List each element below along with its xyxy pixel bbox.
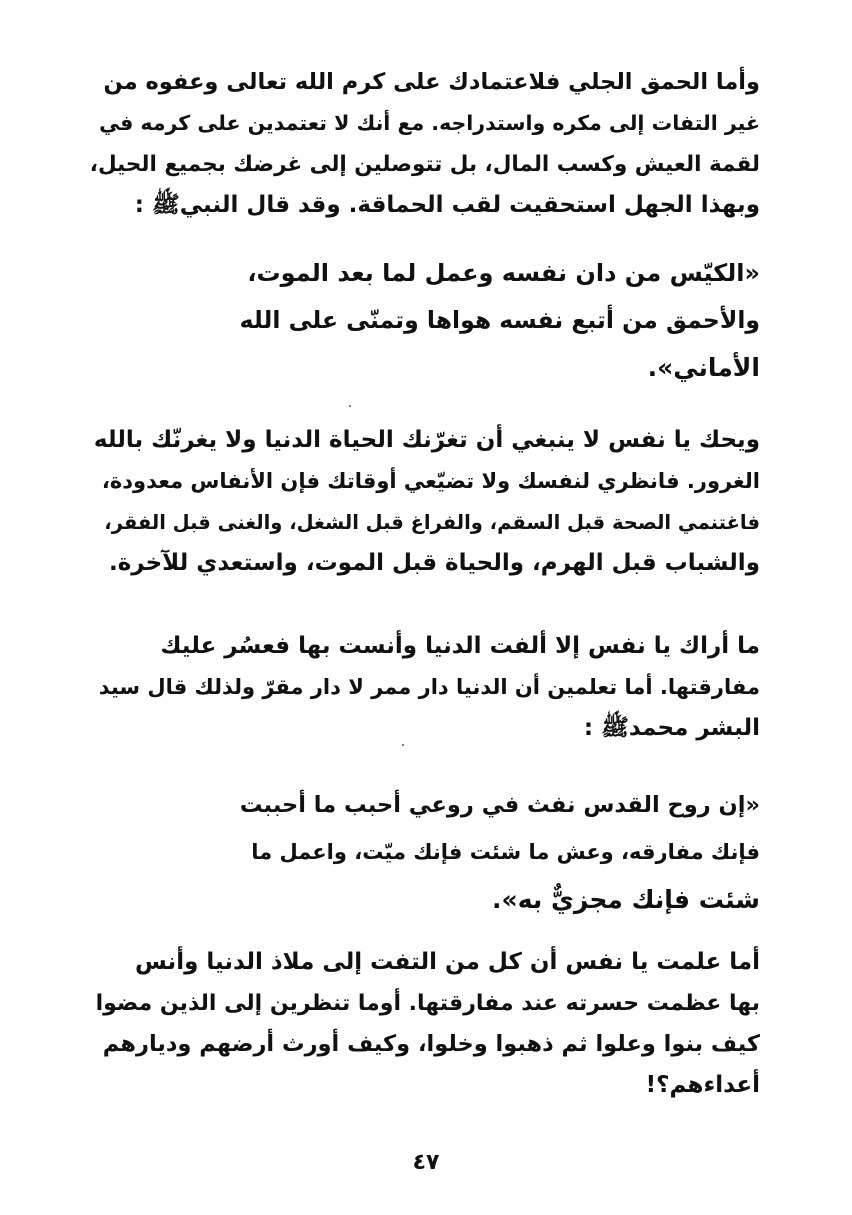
hadith-quote-wise-man xyxy=(240,250,760,391)
text-line: لقمة العيش وكسب المال، بل تتوصلين إلى غرضك بجميع الحيل، xyxy=(90,152,760,177)
scan-speck xyxy=(402,744,404,746)
text-line: فاغتنمي الصحة قبل السقم، والفراغ قبل الشغل، والغنى قبل الفقر، xyxy=(104,511,760,534)
text-line: البشر محمدﷺ : xyxy=(583,715,760,741)
quote-line: «إن روح القدس نفث في روعي أحبب ما أحببت xyxy=(240,792,760,818)
text-line: بها عظمت حسرته عند مفارقتها. أوما تنظرين إلى الذين مضوا xyxy=(95,991,760,1016)
text-line: وبهذا الجهل استحقيت لقب الحماقة. وقد قال النبيﷺ : xyxy=(134,192,760,218)
paragraph-attachment xyxy=(90,626,760,749)
paragraph-foolishness xyxy=(90,62,760,226)
text-line: أما علمت يا نفس أن كل من التفت إلى ملاذ الدنيا وأنس xyxy=(135,949,760,975)
text-line: وأما الحمق الجلي فلاعتمادك على كرم الله تعالى وعفوه من xyxy=(103,69,760,95)
hadith-quote-holy-spirit xyxy=(240,782,760,923)
page-number: ٤٧ xyxy=(412,1150,440,1175)
text-line: أعداءهم؟! xyxy=(645,1072,760,1098)
text-line: والشباب قبل الهرم، والحياة قبل الموت، واستعدي للآخرة. xyxy=(108,550,760,576)
paragraph-regret xyxy=(90,942,760,1106)
text-line: غير التفات إلى مكره واستدراجه. مع أنك لا تعتمدين على كرمه في xyxy=(99,111,760,135)
scan-speck xyxy=(349,405,351,407)
quote-line: فإنك مفارقه، وعش ما شئت فإنك ميّت، واعمل ما xyxy=(251,840,760,864)
text-line: مفارقتها. أما تعلمين أن الدنيا دار ممر لا دار مقرّ ولذلك قال سيد xyxy=(98,675,760,699)
quote-line: «الكيّس من دان نفسه وعمل لما بعد الموت، xyxy=(247,259,760,287)
text-line: الغرور. فانظري لنفسك ولا تضيّعي أوقاتك فإن الأنفاس معدودة، xyxy=(101,469,760,493)
quote-line: الأماني». xyxy=(647,353,760,382)
quote-line: شئت فإنك مجزيٌّ به». xyxy=(492,885,760,914)
quote-line: والأحمق من أتبع نفسه هواها وتمنّى على الله xyxy=(240,306,760,334)
text-line: ويحك يا نفس لا ينبغي أن تغرّنك الحياة الدنيا ولا يغرنّك بالله xyxy=(93,427,760,453)
paragraph-worldly-life xyxy=(90,420,760,584)
text-line: ما أراك يا نفس إلا ألفت الدنيا وأنست بها فعسُر عليك xyxy=(160,633,760,659)
text-line: كيف بنوا وعلوا ثم ذهبوا وخلوا، وكيف أورث أرضهم وديارهم xyxy=(102,1031,760,1057)
